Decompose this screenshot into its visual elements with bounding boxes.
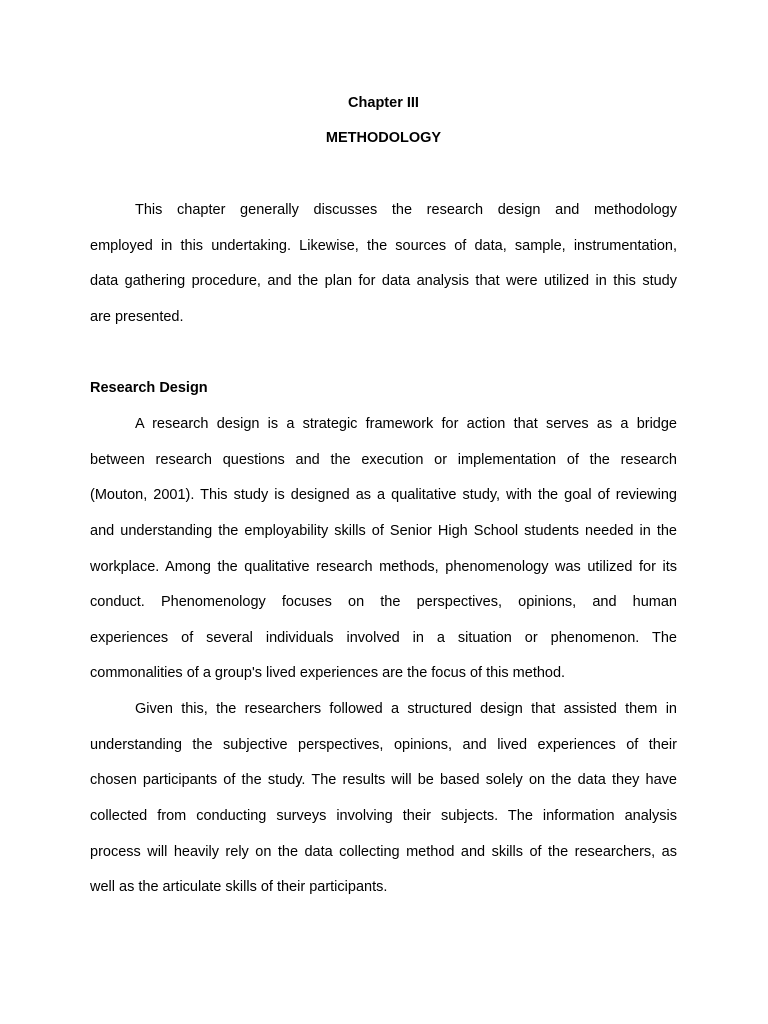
page-title: METHODOLOGY [325, 130, 442, 146]
text-line: well as the articulate skills of their participants. [90, 879, 388, 896]
text-line: and understanding the employability skills of Senior High School students needed in the [90, 522, 677, 539]
text-line: chosen participants of the study. The results will be based solely on the data they have [90, 772, 677, 789]
text-line: Given this, the researchers followed a structured design that assisted them in [135, 701, 677, 717]
chapter-label: Chapter III [348, 95, 419, 111]
text-line: A research design is a strategic framework for action that serves as a bridge [135, 416, 677, 432]
text-line: conduct. Phenomenology focuses on the perspectives, opinions, and human [90, 594, 677, 611]
text-line: commonalities of a group's lived experiences are the focus of this method. [90, 665, 566, 682]
text-line: employed in this undertaking. Likewise, the sources of data, sample, instrumentation, [90, 237, 677, 254]
text-line: process will heavily rely on the data collecting method and skills of the researchers, as [90, 843, 677, 860]
research-design-paragraph-2 [90, 700, 677, 914]
section-heading: Research Design [90, 380, 208, 396]
intro-paragraph [90, 201, 677, 344]
text-line: (Mouton, 2001). This study is designed as a qualitative study, with the goal of reviewing [90, 487, 677, 504]
text-line: between research questions and the execution or implementation of the research [90, 451, 677, 468]
text-line: data gathering procedure, and the plan for data analysis that were utilized in this study [90, 273, 677, 290]
text-line: experiences of several individuals involved in a situation or phenomenon. The [90, 629, 677, 646]
text-line: collected from conducting surveys involving their subjects. The information analysis [90, 807, 677, 824]
text-line: workplace. Among the qualitative research methods, phenomenology was utilized for its [90, 558, 677, 575]
research-design-paragraph-1 [90, 415, 677, 700]
text-line: are presented. [90, 308, 184, 325]
text-line: understanding the subjective perspectives, opinions, and lived experiences of their [90, 736, 677, 753]
text-line: This chapter generally discusses the research design and methodology [135, 202, 677, 218]
